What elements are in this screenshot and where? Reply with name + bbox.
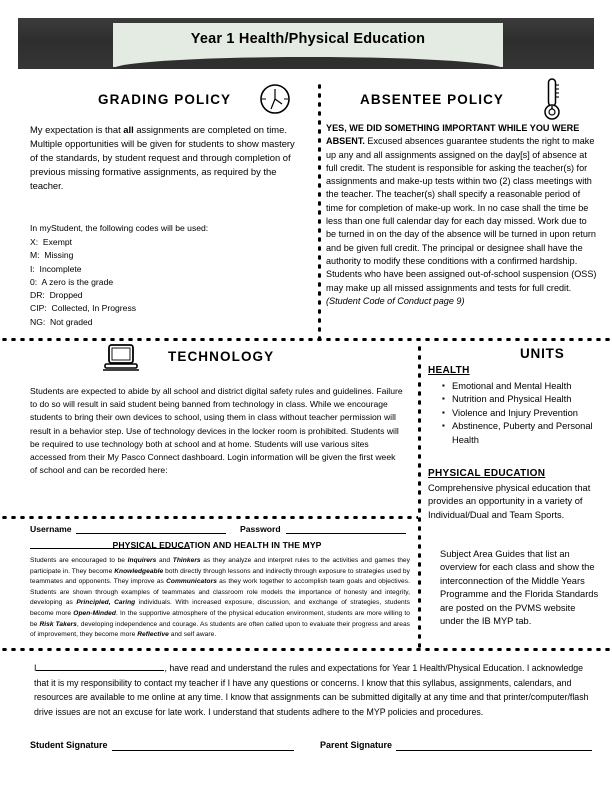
grading-intro-emphasis: all [123, 124, 134, 135]
page-title: Year 1 Health/Physical Education [190, 31, 426, 47]
grading-intro-after: assignments are completed on time. Multiple opportunities will be given for students to show mastery of the standards, by student request and through completion of previous missing formative assignments, as required by the teacher. [30, 124, 295, 191]
units-heading: UNITS [520, 346, 565, 361]
grading-intro-before: My expectation is that [30, 124, 124, 135]
grading-code-item: CIP: Collected, In Progress [30, 303, 137, 314]
myp-text: both directly through lessons and indirectly through exposure to strategies used by teammates and opponents. They improve as [30, 567, 410, 586]
units-pe-heading: PHYSICAL EDUCATION [428, 468, 546, 479]
list-item: ▪ Violence and Injury Prevention [442, 407, 604, 420]
parent-signature-label: Parent Signature [320, 740, 393, 750]
grading-policy-heading: GRADING POLICY [98, 92, 232, 107]
myp-trait: Knowledgeable [114, 567, 164, 575]
acknowledgement-body: , have read and understand the rules and expectations for Year 1 Health/Physical Education. I acknowledge that it is my responsibility to contact my teacher if I have any questions or concerns. I know that this syllabus, assignments, calendars, and resources are available to me online at any time. I know that assignments can be submitted digitally at any time and that printer/computer/flash drive issues are not an excuse for late work. I understand that students adhere to the MYP policies and procedures. [34, 663, 589, 717]
grading-code-item: I: Incomplete [30, 263, 82, 274]
myp-text: as they work together to accomplish team goals and objectives. Students are shown through examples of teammates and classroom role models the importance of honesty and integrity, developing as [30, 578, 410, 607]
grading-codes-intro: In myStudent, the following codes will be used: [30, 223, 209, 233]
technology-body: Students are expected to abide by all school and district digital safety rules and guidelines. Failure to do so will result in said student being banned from technology in class. While we encourage students to bring their own devices to school, using them in class without teacher permission will result in a behavior step. Use of technology devices in the locker room is prohibited. Students will be required to use technology both at school and at home. Students will use various sites accessed from their My Pasco Connect dashboard. Login information will be given the first week of school and can be recorded here: [30, 386, 403, 476]
units-health-heading: HEALTH [428, 365, 470, 376]
absentee-policy-body [326, 122, 598, 308]
student-signature-line[interactable] [112, 750, 294, 751]
grading-code-item: M: Missing [30, 250, 74, 261]
student-name-blank[interactable] [36, 660, 164, 671]
divider-horizontal-lower [0, 516, 418, 519]
myp-text: Students are encouraged to be [30, 557, 128, 564]
student-signature-label: Student Signature [30, 740, 108, 750]
grading-code-item: NG: Not graded [30, 316, 93, 327]
divider-vertical-bottom [418, 344, 421, 652]
username-input-line[interactable] [76, 533, 226, 534]
acknowledgement-statement [34, 660, 590, 719]
username-label: Username [30, 524, 72, 534]
list-item: ▪ Emotional and Mental Health [442, 380, 604, 393]
absentee-body: Excused absences guarantee students the right to make up any and all assignments assigned on the day[s] of absence at full credit. The student is responsible for asking the teacher(s) for assignments and make-up tests within two (2) class meetings with the teacher. The teacher(s) shall specify a reasonable period of time for completion of make-up work. In no case shall the time be less than one full calendar day for each day missed. Work due to be turned in on the day of the absence will be turned in upon return and be given full credit. The principal or designee shall have the authority to modify these conditions with a confirmed hardship. Students who have been assigned out-of-school suspension (OSS) may make up all missed assignments and tests for full credit. [326, 136, 597, 293]
myp-section-title: PHYSICAL EDUCATION AND HEALTH IN THE MYP [112, 540, 322, 550]
clock-icon [258, 82, 292, 121]
myp-trait: Inquirers [127, 557, 157, 564]
thermometer-icon [540, 76, 564, 127]
absentee-lead: YES, WE DID SOMETHING IMPORTANT WHILE YOU WERE ABSENT. [326, 123, 580, 147]
myp-text: as they analyze and interpret rules to the activities and games they participate in. They become [30, 557, 410, 575]
myp-trait: Reflective [137, 631, 169, 639]
divider-vertical-top [318, 82, 321, 340]
absentee-policy-heading: ABSENTEE POLICY [360, 92, 505, 107]
myp-text: , developing independence and courage. As students are often called upon to evaluate their progress and areas of improvement, they become more [30, 620, 411, 639]
myp-trait: Risk Takers [39, 620, 77, 628]
password-label: Password [240, 524, 281, 534]
technology-heading: TECHNOLOGY [168, 349, 275, 364]
myp-trait: Communicators [166, 578, 217, 586]
parent-signature-line[interactable] [396, 750, 592, 751]
grading-code-item: X: Exempt [30, 237, 73, 247]
myp-text: and self aware. [168, 631, 217, 639]
myp-trait: Thinkers [172, 557, 201, 564]
myp-section-body [30, 556, 410, 641]
units-health-list [442, 380, 604, 447]
absentee-citation: (Student Code of Conduct page 9) [326, 295, 465, 306]
grading-code-item: DR: Dropped [30, 290, 83, 301]
grading-code-item: 0: A zero is the grade [30, 276, 114, 287]
myp-trait: Principled, Caring [76, 599, 136, 607]
header-banner [18, 18, 594, 69]
divider-horizontal-myp [0, 648, 612, 651]
password-input-line[interactable] [286, 533, 406, 534]
myp-trait: Open-Minded [73, 609, 116, 617]
myp-text: and [156, 557, 173, 564]
laptop-icon [102, 343, 140, 380]
list-item: ▪ Nutrition and Physical Health [442, 393, 604, 406]
myp-text: individuals. With increased exposure, discussion, and exchange of strategies, students become more [30, 599, 410, 617]
grading-policy-intro [30, 123, 302, 193]
divider-horizontal-middle [0, 338, 612, 341]
acknowledgement-prefix: I [34, 663, 37, 673]
grading-codes-list [30, 236, 136, 329]
myp-text: . In the supportive atmosphere of the physical education environment, students are more willing to be [30, 609, 410, 628]
list-item: ▪ Abstinence, Puberty and Personal Health [442, 420, 604, 447]
units-guides-body: Subject Area Guides that list an overview for each class and show the interconnection of the Middle Years Programme and the Florida Standards are posted on the PVMS website under the IB MYP tab. [440, 549, 599, 627]
units-pe-body: Comprehensive physical education that provides an opportunity in a variety of Individual/Dual and Team Sports. [428, 483, 591, 520]
